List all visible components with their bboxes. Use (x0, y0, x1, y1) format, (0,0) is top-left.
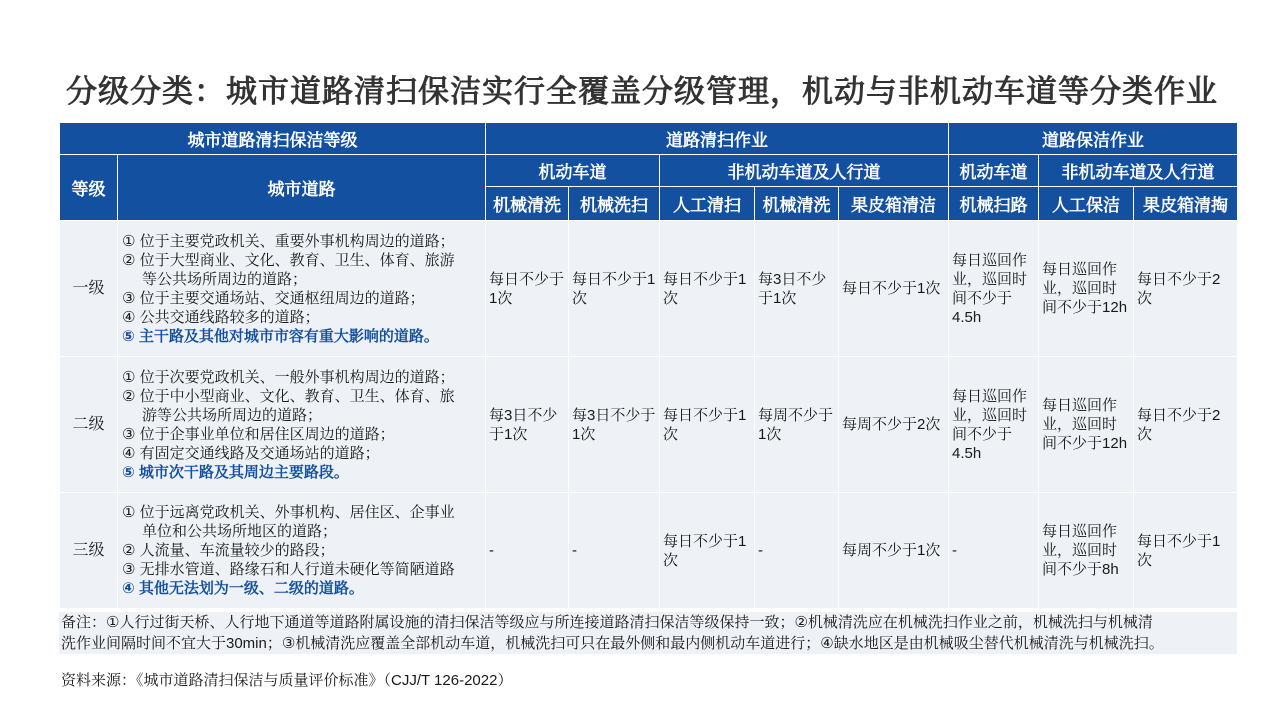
header-nonmotor-lane-clean: 非机动车道及人行道 (1039, 155, 1238, 187)
frequency-cell: 每日不少于1次 (486, 221, 569, 357)
road-criterion: ① 位于主要党政机关、重要外事机构周边的道路； (122, 232, 455, 250)
frequency-cell: 每周不少于2次 (839, 357, 949, 493)
road-criterion: ① 位于远离党政机关、外事机构、居住区、企事业 (122, 504, 455, 521)
note-line: 备注：①人行过街天桥、人行地下通道等道路附属设施的清扫保洁等级应与所连接道路清扫保洁等级保持一致；②机械清洗应在机械洗扫作业之前，机械洗扫与机械清 (61, 614, 1153, 631)
road-criterion-highlight: ⑤ 城市次干路及其周边主要路段。 (122, 463, 349, 481)
frequency-cell: 每日不少于1次 (660, 221, 755, 357)
frequency-cell: 每日巡回作业，巡回时间不少于4.5h (949, 221, 1039, 357)
header-motor-lane-clean: 机动车道 (949, 155, 1039, 187)
frequency-cell: 每3日不少于1次 (755, 221, 839, 357)
header-col: 果皮箱清掏 (1134, 187, 1238, 221)
frequency-cell: 每日不少于1次 (660, 357, 755, 493)
header-road-sweeping: 道路清扫作业 (486, 123, 949, 155)
frequency-cell: 每周不少于1次 (755, 357, 839, 493)
frequency-cell: - (949, 493, 1039, 609)
header-nonmotor-lane-sweep: 非机动车道及人行道 (660, 155, 949, 187)
frequency-cell: 每日巡回作业，巡回时间不少于8h (1039, 493, 1134, 609)
header-grade-group: 城市道路清扫保洁等级 (60, 123, 486, 155)
page-title: 分级分类：城市道路清扫保洁实行全覆盖分级管理，机动与非机动车道等分类作业 (66, 74, 1218, 109)
grade-cell: 二级 (60, 357, 118, 493)
header-col: 机械扫路 (949, 187, 1039, 221)
frequency-cell: 每日不少于1次 (569, 221, 660, 357)
road-criterion: ② 人流量、车流量较少的路段； (122, 542, 335, 559)
header-col: 人工清扫 (660, 187, 755, 221)
frequency-cell: 每日巡回作业，巡回时间不少于12h (1039, 221, 1134, 357)
frequency-cell: - (486, 493, 569, 609)
frequency-cell: 每3日不少于1次 (486, 357, 569, 493)
header-grade: 等级 (60, 155, 118, 221)
road-criterion: 等公共场所周边的道路； (142, 270, 308, 288)
frequency-cell: - (755, 493, 839, 609)
road-criterion-highlight: ④ 其他无法划为一级、二级的道路。 (122, 580, 364, 597)
road-criterion: 游等公共场所周边的道路； (142, 406, 323, 424)
frequency-cell: 每日不少于1次 (660, 493, 755, 609)
header-col: 人工保洁 (1039, 187, 1134, 221)
header-col: 果皮箱清洁 (839, 187, 949, 221)
road-criterion: ② 位于大型商业、文化、教育、卫生、体育、旅游 (122, 251, 455, 269)
road-criterion: ② 位于中小型商业、文化、教育、卫生、体育、旅 (122, 387, 455, 405)
header-road-cleaning: 道路保洁作业 (949, 123, 1238, 155)
road-criterion-highlight: ⑤ 主干路及其他对城市市容有重大影响的道路。 (122, 327, 439, 345)
table-note (59, 612, 1237, 654)
header-motor-lane-sweep: 机动车道 (486, 155, 660, 187)
road-criterion: ① 位于次要党政机关、一般外事机构周边的道路； (122, 368, 455, 386)
header-col: 机械清洗 (755, 187, 839, 221)
road-criterion: ③ 位于企事业单位和居住区周边的道路； (122, 425, 395, 443)
grade-cell: 一级 (60, 221, 118, 357)
road-criterion: ③ 位于主要交通场站、交通枢纽周边的道路； (122, 289, 425, 307)
note-line: 洗作业间隔时间不宜大于30min；③机械清洗应覆盖全部机动车道，机械洗扫可只在最外侧和最内侧机动车道进行；④缺水地区是由机械吸尘替代机械清洗与机械洗扫。 (61, 635, 1164, 652)
frequency-cell: 每周不少于1次 (839, 493, 949, 609)
road-criteria-cell (118, 357, 486, 493)
table-row (60, 493, 1238, 609)
table-row (60, 357, 1238, 493)
source-citation: 资料来源：《城市道路清扫保洁与质量评价标准》（CJJ/T 126-2022） (61, 672, 513, 689)
grade-cell: 三级 (60, 493, 118, 609)
road-criterion: ④ 有固定交通线路及交通场站的道路； (122, 444, 380, 462)
frequency-cell: 每日不少于2次 (1134, 221, 1238, 357)
header-col: 机械洗扫 (569, 187, 660, 221)
grading-table (59, 122, 1238, 609)
frequency-cell: 每日巡回作业，巡回时间不少于12h (1039, 357, 1134, 493)
frequency-cell: 每日巡回作业，巡回时间不少于4.5h (949, 357, 1039, 493)
road-criterion: 单位和公共场所地区的道路； (142, 523, 338, 540)
table-row (60, 221, 1238, 357)
road-criteria-cell (118, 221, 486, 357)
frequency-cell: 每日不少于1次 (839, 221, 949, 357)
header-col: 机械清洗 (486, 187, 569, 221)
frequency-cell: 每3日不少于1次 (569, 357, 660, 493)
header-road: 城市道路 (118, 155, 486, 221)
road-criterion: ③ 无排水管道、路缘石和人行道未硬化等简陋道路 (122, 561, 455, 578)
frequency-cell: 每日不少于1次 (1134, 493, 1238, 609)
frequency-cell: 每日不少于2次 (1134, 357, 1238, 493)
frequency-cell: - (569, 493, 660, 609)
road-criterion: ④ 公共交通线路较多的道路； (122, 308, 320, 326)
road-criteria-cell (118, 493, 486, 609)
